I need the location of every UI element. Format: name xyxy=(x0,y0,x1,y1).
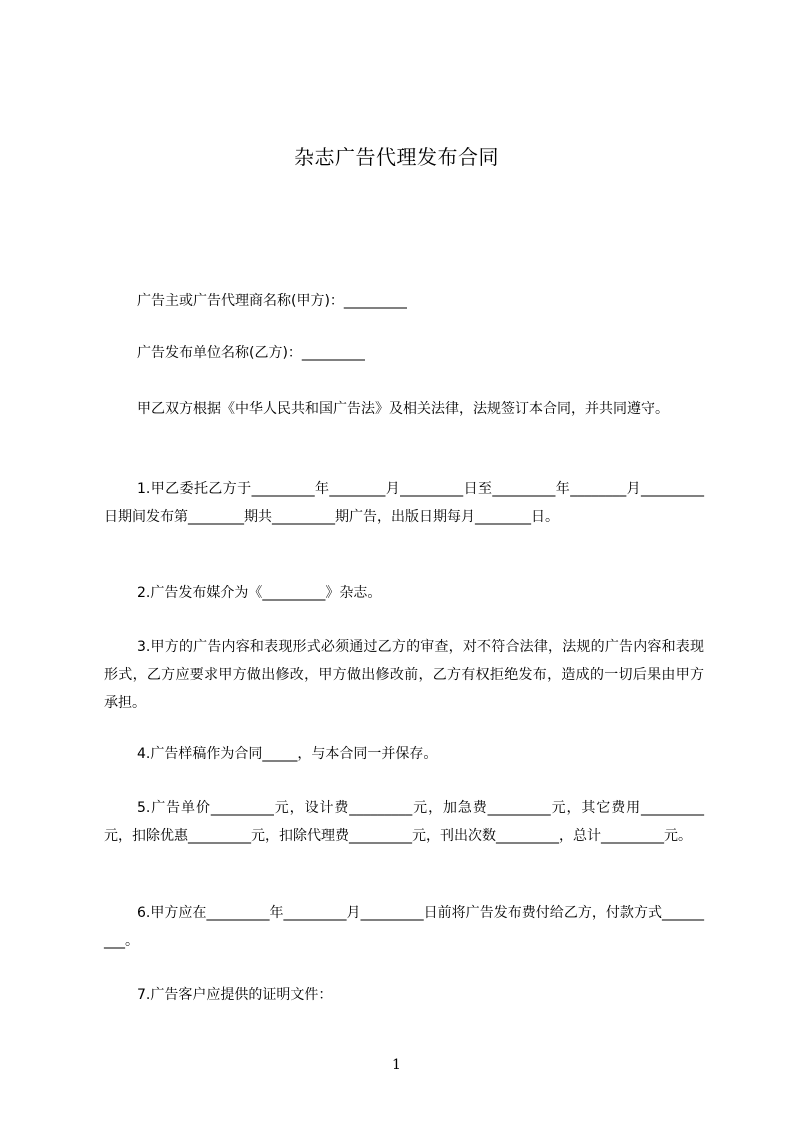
clause-5-paragraph: 5.广告单价_________元，设计费_________元，加急费_________元，其它费用_________元，扣除优惠_________元，扣除代理费_________元，刊出次数_________，总计_________元。 xyxy=(104,800,704,844)
page-number: 1 xyxy=(392,1057,401,1073)
clause-4-paragraph: 4.广告样稿作为合同_____，与本合同一并保存。 xyxy=(137,746,438,762)
clause-7-paragraph: 7.广告客户应提供的证明文件： xyxy=(137,987,333,1003)
clause-1-paragraph: 1.甲乙委托乙方于_________年________月_________日至_________年________月_________日期间发布第________期共_________期广告，出版日期每月________日。 xyxy=(104,481,704,525)
party-a-name-line: 广告主或广告代理商名称(甲方)：_________ xyxy=(137,293,407,309)
clause-3-paragraph: 3.甲方的广告内容和表现形式必须通过乙方的审查，对不符合法律，法规的广告内容和表现形式，乙方应要求甲方做出修改，甲方做出修改前，乙方有权拒绝发布，造成的一切后果由甲方承担。 xyxy=(104,639,704,711)
clause-6-paragraph: 6.甲方应在_________年_________月_________日前将广告发布费付给乙方，付款方式_________。 xyxy=(104,905,704,949)
preamble-paragraph: 甲乙双方根据《中华人民共和国广告法》及相关法律，法规签订本合同，并共同遵守。 xyxy=(137,401,669,417)
clause-2-paragraph: 2.广告发布媒介为《_________》杂志。 xyxy=(137,585,382,601)
party-b-name-line: 广告发布单位名称(乙方)：_________ xyxy=(137,345,365,361)
document-title: 杂志广告代理发布合同 xyxy=(294,145,499,169)
